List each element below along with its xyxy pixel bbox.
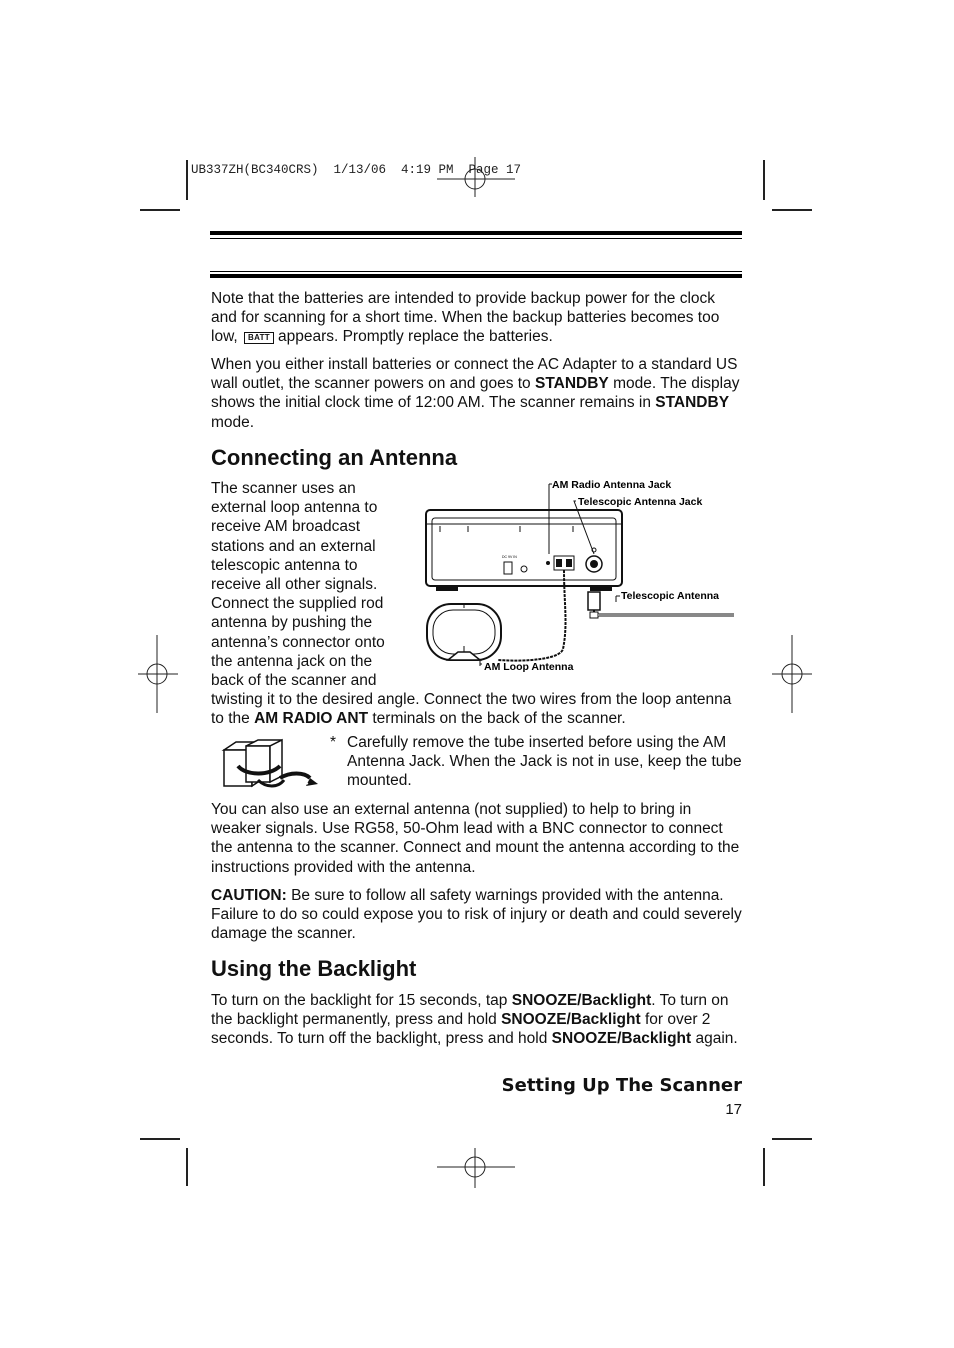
label-telescopic-antenna: Telescopic Antenna — [621, 590, 720, 602]
header-rule-bottom-thick — [210, 274, 742, 278]
antenna-line: antenna’s connector onto — [211, 633, 385, 651]
note-asterisk: * — [330, 734, 337, 751]
backlight-text: To turn on the backlight for 15 seconds, tap — [211, 992, 508, 1009]
header-rule-bottom — [210, 271, 742, 272]
section-heading-backlight: Using the Backlight — [211, 956, 417, 981]
antenna-continuation-paragraph — [211, 690, 745, 728]
svg-text:DC 9V IN: DC 9V IN — [502, 555, 517, 559]
backlight-text: . To turn on the backlight permanently, press and hold — [211, 992, 729, 1029]
standby-text: mode. — [211, 413, 255, 431]
antenna-line: back of the scanner and — [211, 672, 377, 690]
antenna-line: antenna by pushing the — [211, 614, 373, 632]
battery-note-text-end: appears. Promptly replace the batteries. — [277, 328, 553, 346]
standby-text: mode. The display shows the initial clock time of 12:00 AM. The scanner remains in — [211, 375, 740, 412]
antenna-line: receive all other signals. — [211, 576, 378, 594]
antenna-line: Connect the supplied rod — [211, 595, 384, 613]
crop-mark — [140, 1138, 180, 1140]
caution-paragraph — [211, 886, 745, 944]
antenna-line: The scanner uses an — [211, 480, 356, 497]
standby-keyword: STANDBY — [535, 375, 609, 393]
backlight-text: for over 2 seconds. To turn off the backlight, press and hold — [211, 1011, 711, 1048]
registration-mark — [437, 1148, 515, 1188]
battery-note-paragraph — [211, 289, 745, 347]
antenna-line: receive AM broadcast — [211, 518, 361, 536]
crop-mark — [186, 1148, 188, 1186]
registration-mark — [437, 157, 515, 197]
antenna-text: twisting it to the desired angle. Connect the two wires from the loop antenna to the — [211, 691, 732, 728]
caution-text: Be sure to follow all safety warnings provided with the antenna. Failure to do so could expose you to risk of injury or death and could severely damage the scanner. — [211, 887, 742, 943]
standby-text: When you either install batteries or connect the AC Adapter to a standard US wall outlet, the scanner powers on and goes to — [211, 356, 738, 393]
antenna-text: terminals on the back of the scanner. — [372, 710, 626, 728]
snooze-backlight-keyword: SNOOZE/Backlight — [501, 1011, 641, 1029]
crop-mark — [772, 209, 812, 211]
label-telescopic-antenna-jack: Telescopic Antenna Jack — [578, 496, 703, 508]
backlight-text: again. — [695, 1030, 738, 1048]
antenna-line: external loop antenna to — [211, 499, 378, 517]
print-slug: UB337ZH(BC340CRS) 1/13/06 4:19 PM Page 17 — [191, 163, 522, 177]
label-am-radio-antenna-jack: AM Radio Antenna Jack — [552, 479, 672, 491]
am-radio-ant-keyword: AM RADIO ANT — [254, 710, 369, 728]
crop-mark — [763, 160, 765, 200]
caution-label: CAUTION: — [211, 887, 287, 904]
snooze-backlight-keyword: SNOOZE/Backlight — [511, 992, 652, 1009]
snooze-backlight-keyword: SNOOZE/Backlight — [551, 1030, 692, 1048]
crop-mark — [186, 160, 188, 200]
footer-section-title: Setting Up The Scanner — [501, 1075, 742, 1096]
header-rule-thin — [210, 238, 742, 239]
standby-paragraph — [211, 355, 745, 432]
page-number: 17 — [725, 1101, 742, 1118]
backlight-paragraph — [211, 991, 745, 1049]
crop-mark — [772, 1138, 812, 1140]
registration-mark — [772, 635, 812, 713]
antenna-text-column — [211, 479, 411, 690]
label-am-loop-antenna: AM Loop Antenna — [484, 661, 574, 673]
batt-icon: BATT — [244, 332, 274, 344]
note-text: Carefully remove the tube inserted before using the AM Antenna Jack. When the Jack is not in use, keep the tube mounted. — [347, 734, 742, 790]
crop-mark — [140, 209, 180, 211]
standby-keyword: STANDBY — [655, 394, 730, 412]
crop-mark — [763, 1148, 765, 1186]
header-rule-top — [210, 231, 742, 235]
external-antenna-paragraph: You can also use an external antenna (not supplied) to help to bring in weaker signals. Use RG58, 50-Ohm lead with a BNC connector to connect the antenna to the scanner. Connect and mount the antenna according to the instructions provided with the antenna. — [211, 801, 740, 876]
section-heading-antenna: Connecting an Antenna — [211, 445, 458, 470]
tube-note — [330, 733, 744, 791]
tube-removal-illustration — [218, 736, 326, 794]
antenna-line: stations and an external — [211, 537, 376, 555]
registration-mark — [138, 635, 178, 713]
antenna-line: the antenna jack on the — [211, 652, 373, 670]
antenna-line: telescopic antenna to — [211, 556, 358, 574]
antenna-connection-diagram — [418, 474, 744, 680]
battery-note-text: Note that the batteries are intended to provide backup power for the clock and for scanning for a short time. When the backup batteries becomes too low, — [211, 290, 720, 346]
